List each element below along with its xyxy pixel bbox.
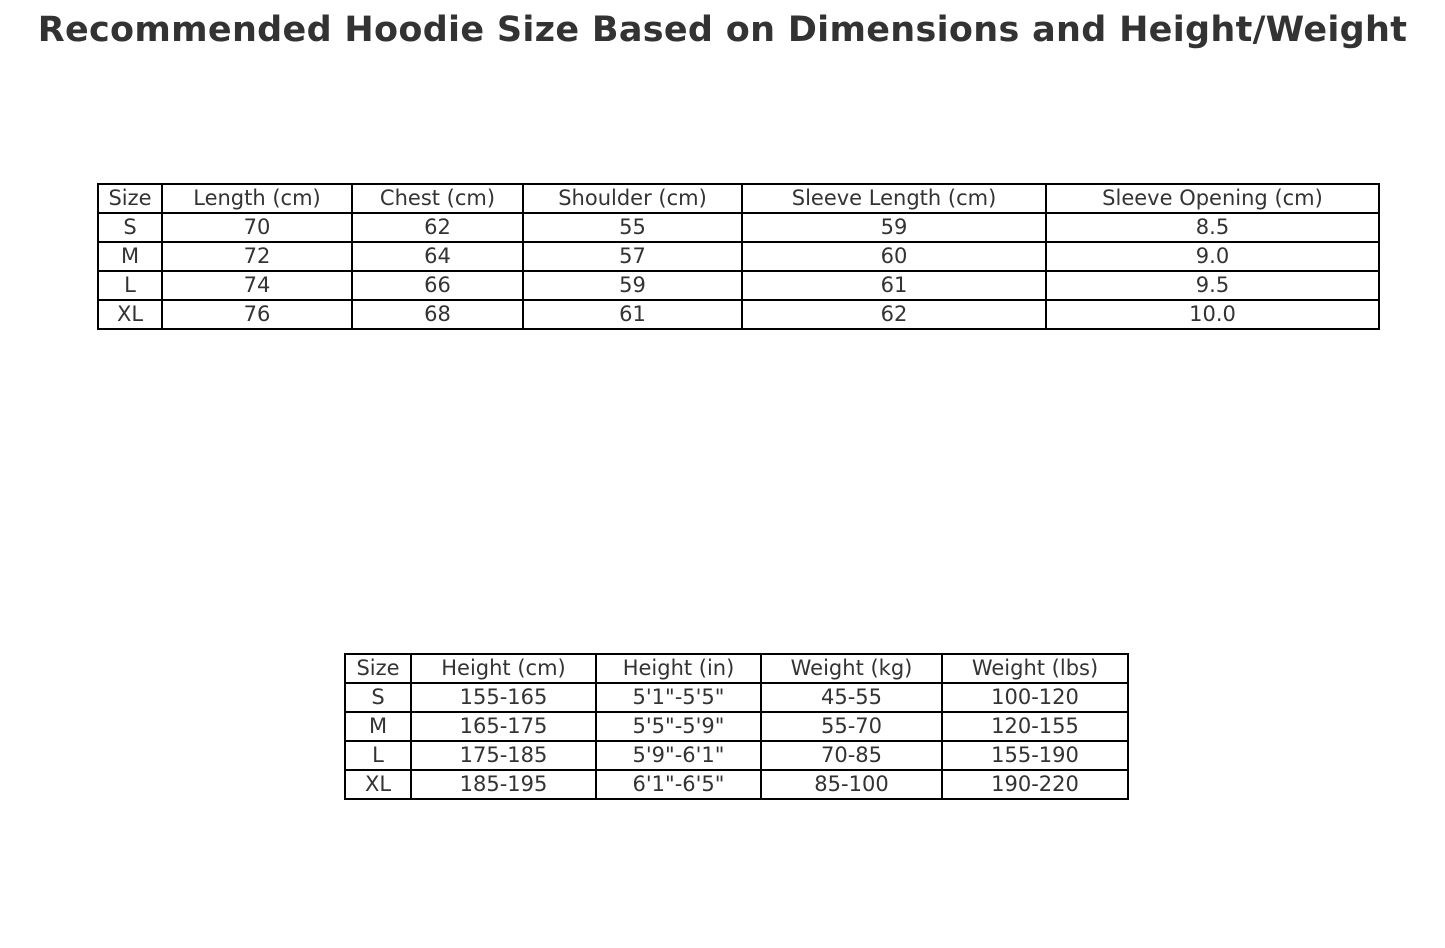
table-cell: M (98, 242, 162, 271)
table-header-row (98, 184, 1379, 213)
column-header-sleeve-opening-cm: Sleeve Opening (cm) (1046, 184, 1379, 213)
table-cell: 57 (523, 242, 742, 271)
table-cell: 72 (162, 242, 352, 271)
table-cell: 74 (162, 271, 352, 300)
table-row-size-s (98, 213, 1379, 242)
table-cell: 5'9"-6'1" (596, 741, 761, 770)
table-cell: 10.0 (1046, 300, 1379, 329)
column-header-weight-kg: Weight (kg) (761, 654, 942, 683)
table-cell: 55-70 (761, 712, 942, 741)
table-cell: 5'5"-5'9" (596, 712, 761, 741)
table-cell: XL (98, 300, 162, 329)
table-cell: M (345, 712, 411, 741)
table-cell: 66 (352, 271, 523, 300)
table-cell: 59 (742, 213, 1046, 242)
column-header-chest-cm: Chest (cm) (352, 184, 523, 213)
table-row-size-s (345, 683, 1128, 712)
table-cell: L (345, 741, 411, 770)
table-cell: 61 (742, 271, 1046, 300)
table-cell: 6'1"-6'5" (596, 770, 761, 799)
table-cell: 68 (352, 300, 523, 329)
table-cell: 9.5 (1046, 271, 1379, 300)
table-row-size-xl (98, 300, 1379, 329)
table-cell: 62 (742, 300, 1046, 329)
table-cell: 175-185 (411, 741, 596, 770)
table-row-size-m (345, 712, 1128, 741)
column-header-size: Size (345, 654, 411, 683)
table-header-row (345, 654, 1128, 683)
column-header-height-cm: Height (cm) (411, 654, 596, 683)
table-row-size-l (345, 741, 1128, 770)
page-title: Recommended Hoodie Size Based on Dimensions and Height/Weight (37, 10, 1408, 50)
height-weight-fit-table (344, 653, 1129, 800)
column-header-length-cm: Length (cm) (162, 184, 352, 213)
table-cell: 70-85 (761, 741, 942, 770)
table-cell: 5'1"-5'5" (596, 683, 761, 712)
table-cell: 155-190 (942, 741, 1128, 770)
table-cell: 61 (523, 300, 742, 329)
table-cell: 85-100 (761, 770, 942, 799)
table-cell: 64 (352, 242, 523, 271)
table-cell: 155-165 (411, 683, 596, 712)
table-cell: 120-155 (942, 712, 1128, 741)
column-header-size: Size (98, 184, 162, 213)
table-cell: 190-220 (942, 770, 1128, 799)
column-header-weight-lbs: Weight (lbs) (942, 654, 1128, 683)
table-cell: 45-55 (761, 683, 942, 712)
table-cell: 9.0 (1046, 242, 1379, 271)
table-cell: 62 (352, 213, 523, 242)
table-cell: S (345, 683, 411, 712)
table-row-size-l (98, 271, 1379, 300)
table-cell: XL (345, 770, 411, 799)
table-cell: 70 (162, 213, 352, 242)
table-cell: 76 (162, 300, 352, 329)
table-row-size-xl (345, 770, 1128, 799)
hoodie-dimensions-table (97, 183, 1380, 330)
table-cell: 59 (523, 271, 742, 300)
table-cell: 55 (523, 213, 742, 242)
table-cell: 60 (742, 242, 1046, 271)
table-cell: L (98, 271, 162, 300)
table-row-size-m (98, 242, 1379, 271)
table-cell: 165-175 (411, 712, 596, 741)
table-cell: 185-195 (411, 770, 596, 799)
column-header-shoulder-cm: Shoulder (cm) (523, 184, 742, 213)
table-cell: 100-120 (942, 683, 1128, 712)
column-header-height-in: Height (in) (596, 654, 761, 683)
table-cell: S (98, 213, 162, 242)
table-cell: 8.5 (1046, 213, 1379, 242)
column-header-sleeve-length-cm: Sleeve Length (cm) (742, 184, 1046, 213)
